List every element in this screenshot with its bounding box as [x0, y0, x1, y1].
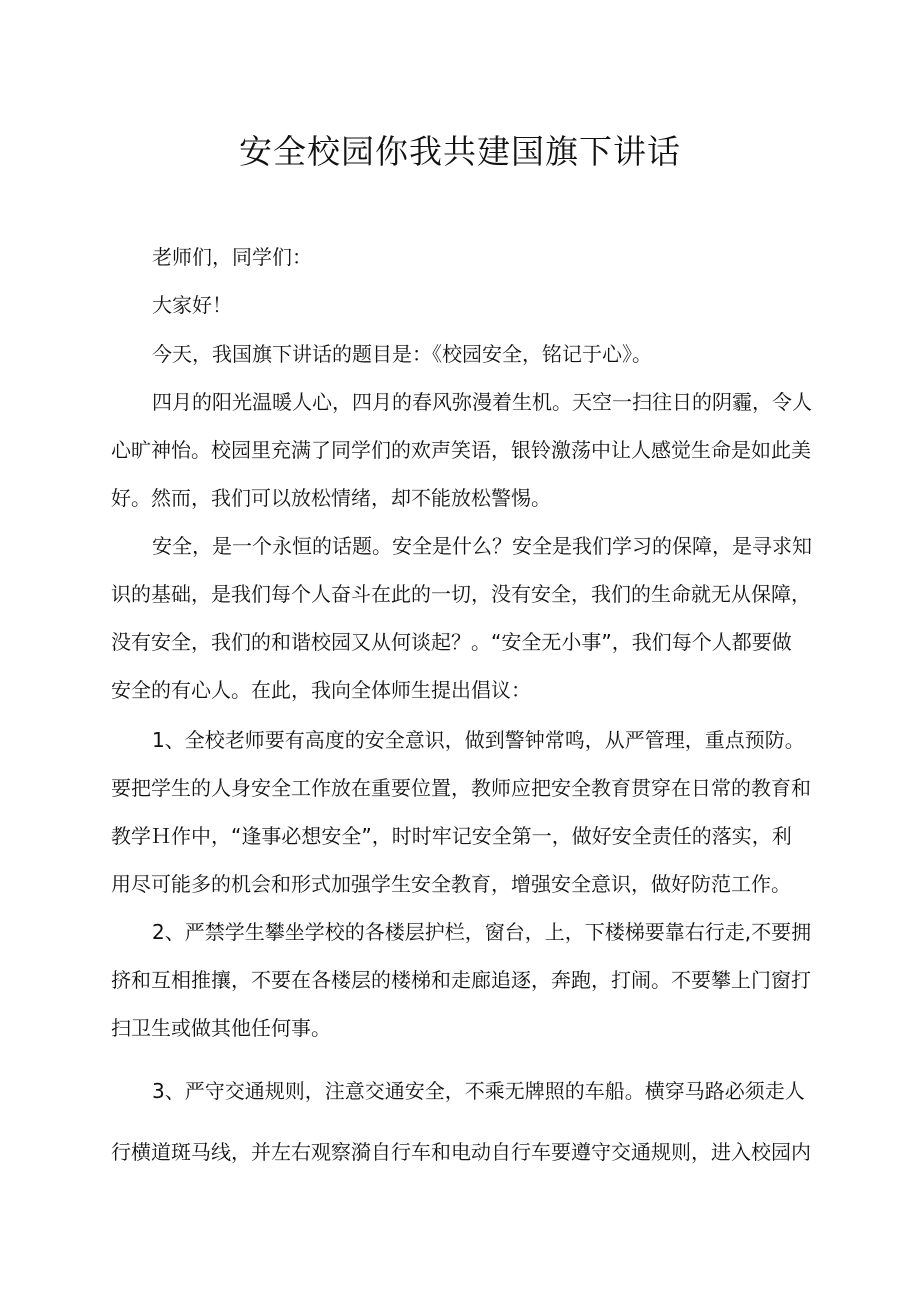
- list-item-line: 教学Ｈ作中，“逢事必想安全”，时时牢记安全第一，做好安全责任的落实，利: [111, 824, 792, 848]
- list-item-line: 3、严守交通规则，注意交通安全，不乘无牌照的车船。横穿马路必须走人: [152, 1079, 805, 1103]
- page-title: 安全校园你我共建国旗下讲话: [239, 132, 681, 171]
- hello-line: 大家好！: [152, 293, 232, 317]
- paragraph-line: 四月的阳光温暖人心，四月的春风弥漫着生机。天空一扫往日的阴霾，令人: [152, 390, 812, 414]
- paragraph-line: 好。然而，我们可以放松情绪，却不能放松警惕。: [111, 486, 551, 510]
- list-item-line: 要把学生的人身安全工作放在重要位置，教师应把安全教育贯穿在日常的教育和: [111, 776, 811, 800]
- list-item-line: 2、严禁学生攀坐学校的各楼层护栏，窗台，上，下楼梯要靠右行走,不要拥: [152, 920, 812, 944]
- paragraph-line: 安全的有心人。在此，我向全体师生提出倡议：: [111, 678, 531, 702]
- paragraph-line: 识的基础，是我们每个人奋斗在此的一切，没有安全，我们的生命就无从保障，: [111, 582, 811, 606]
- list-item-line: 行横道斑马线，并左右观察漪自行车和电动自行车要遵守交通规则，进入校园内: [111, 1140, 811, 1164]
- topic-line: 今天，我国旗下讲话的题目是：《校园安全，铭记于心》。: [152, 342, 652, 366]
- greeting-line: 老师们，同学们：: [152, 245, 312, 269]
- paragraph-line: 心旷神怡。校园里充满了同学们的欢声笑语，银铃激荡中让人感觉生命是如此美: [111, 438, 811, 462]
- list-item-line: 扫卫生或做其他任何事。: [111, 1016, 331, 1040]
- list-item-line: 1、全校老师要有高度的安全意识，做到警钟常鸣，从严管理，重点预防。: [152, 728, 805, 752]
- paragraph-line: 安全，是一个永恒的话题。安全是什么？安全是我们学习的保障，是寻求知: [152, 534, 812, 558]
- list-item-line: 用尽可能多的机会和形式加强学生安全教育，增强安全意识，做好防范工作。: [111, 872, 791, 896]
- list-item-line: 挤和互相推攘，不要在各楼层的楼梯和走廊追逐，奔跑，打闹。不要攀上门窗打: [111, 968, 811, 992]
- paragraph-line: 没有安全，我们的和谐校园又从何谈起？。“安全无小事”，我们每个人都要做: [111, 630, 792, 654]
